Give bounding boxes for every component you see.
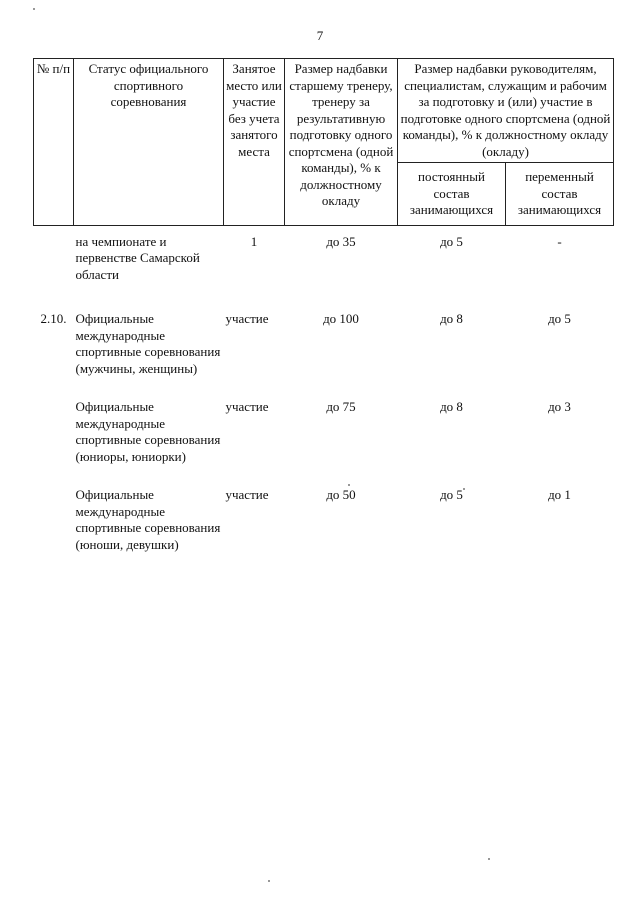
row-permanent: до 8 (440, 399, 463, 414)
row-coach: до 35 (326, 233, 356, 249)
header-status: Статус официального спортивного соревнования (74, 59, 224, 226)
scan-speck (488, 858, 490, 860)
header-coach-allowance: Размер надбавки старшему тренеру, тренеру за результативную подготовку одного спортсмена (одной команды), % к должностному окладу (285, 59, 398, 226)
header-num: № п/п (34, 59, 74, 226)
row-num (34, 391, 74, 479)
row-status: Официальные международные спортивные соревнования (юниоры, юниорки) (75, 399, 221, 464)
row-coach: до 50 (326, 487, 356, 502)
row-status: Официальные международные спортивные соревнования (юноши, девушки) (75, 487, 221, 552)
row-place: участие (225, 487, 269, 502)
row-variable: до 3 (548, 399, 571, 414)
header-place: Занятое место или участие без учета занятого места (224, 59, 285, 226)
page-number: 7 (316, 28, 324, 43)
row-place: участие (225, 311, 269, 326)
header-variable: переменный состав занимающихся (506, 163, 614, 226)
row-permanent: до 5 (440, 233, 463, 249)
table-row (34, 225, 614, 303)
scan-speck (33, 8, 35, 10)
row-place: участие (225, 399, 269, 414)
row-num (34, 479, 74, 567)
scan-speck (348, 484, 350, 486)
scan-speck (463, 488, 465, 490)
row-coach: до 75 (326, 399, 356, 414)
scan-speck (268, 880, 270, 882)
row-permanent: до 5 (440, 487, 463, 502)
row-place: 1 (250, 233, 258, 249)
row-variable: до 1 (548, 487, 571, 502)
row-variable: - (557, 233, 562, 249)
table-row (34, 391, 614, 479)
row-status: Официальные международные спортивные соревнования (мужчины, женщины) (75, 311, 221, 376)
table-row (34, 479, 614, 567)
row-status: на чемпионате и первенстве Самарской области (75, 233, 200, 282)
row-coach: до 100 (323, 311, 359, 326)
row-num (34, 225, 74, 303)
header-managers-allowance: Размер надбавки руководителям, специалистам, служащим и рабочим за подготовку и (или) участие в подготовке одного спортсмена (одной команды), % к должностному окладу (окладу) (398, 59, 614, 163)
row-permanent: до 8 (440, 311, 463, 326)
row-variable: до 5 (548, 311, 571, 326)
row-num: 2.10. (40, 311, 67, 326)
allowance-table (33, 58, 614, 567)
header-permanent: постоянный состав занимающихся (398, 163, 506, 226)
table-row (34, 303, 614, 391)
